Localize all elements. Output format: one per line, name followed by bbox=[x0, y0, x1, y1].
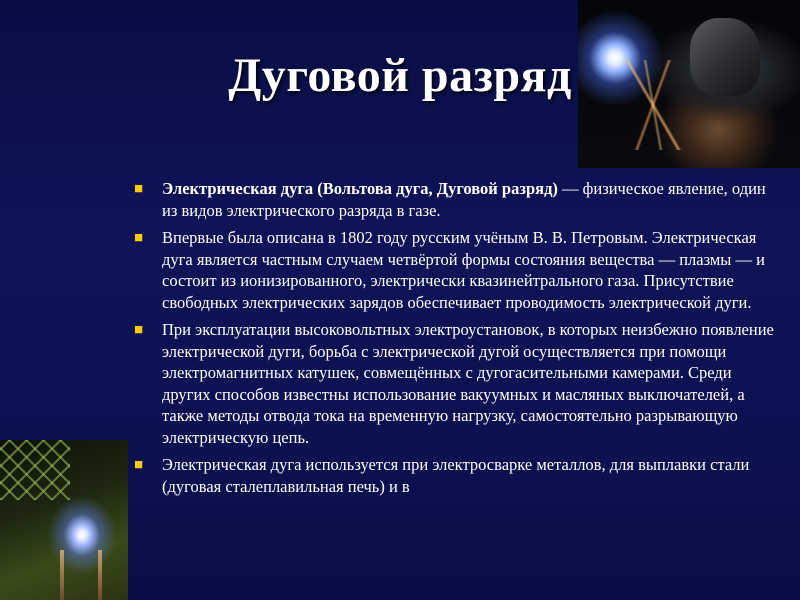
paragraph-text: — физическое явление, один из видов электрического разряда в газе. bbox=[162, 179, 766, 220]
slide-title: Дуговой разряд bbox=[228, 49, 572, 102]
paragraph-bold: Электрическая дуга (Вольтова дуга, Дуговой разряд) bbox=[162, 179, 558, 198]
bullet-square-icon: ■ bbox=[134, 230, 144, 246]
mesh-graphic bbox=[0, 440, 70, 500]
paragraph-text: Электрическая дуга используется при электросварке металлов, для выплавки стали (дуговая сталеплавильная печь) и в bbox=[162, 455, 750, 496]
bullet-list bbox=[132, 178, 780, 503]
list-item bbox=[132, 319, 780, 448]
list-item bbox=[132, 227, 780, 313]
electrode-left bbox=[60, 550, 64, 600]
paragraph-text: При эксплуатации высоковольтных электроустановок, в которых неизбежно появление электрической дуги, борьба с электрической дугой осуществляется при помощи электромагнитных катушек, совмещённых с дугогасительными камерами. Среди других способов известны использование вакуумных и масляных выключателей, а также методы отвода тока на временную нагрузку, самостоятельно разрывающую электрическую цепь. bbox=[162, 320, 774, 447]
list-item bbox=[132, 178, 780, 221]
electrode-right bbox=[98, 550, 102, 600]
bullet-square-icon: ■ bbox=[134, 322, 144, 338]
paragraph-text: Впервые была описана в 1802 году русским учёным В. В. Петровым. Электрическая дуга является частным случаем четвёртой формы состояния вещества — плазмы — и состоит из ионизированного, электрически квазинейтрального газа. Присутствие свободных электрических зарядов обеспечивает проводимость электрической дуги. bbox=[162, 228, 765, 312]
electric-arc-photo bbox=[0, 440, 128, 600]
bullet-square-icon: ■ bbox=[134, 457, 144, 473]
bullet-square-icon: ■ bbox=[134, 181, 144, 197]
list-item bbox=[132, 454, 780, 497]
